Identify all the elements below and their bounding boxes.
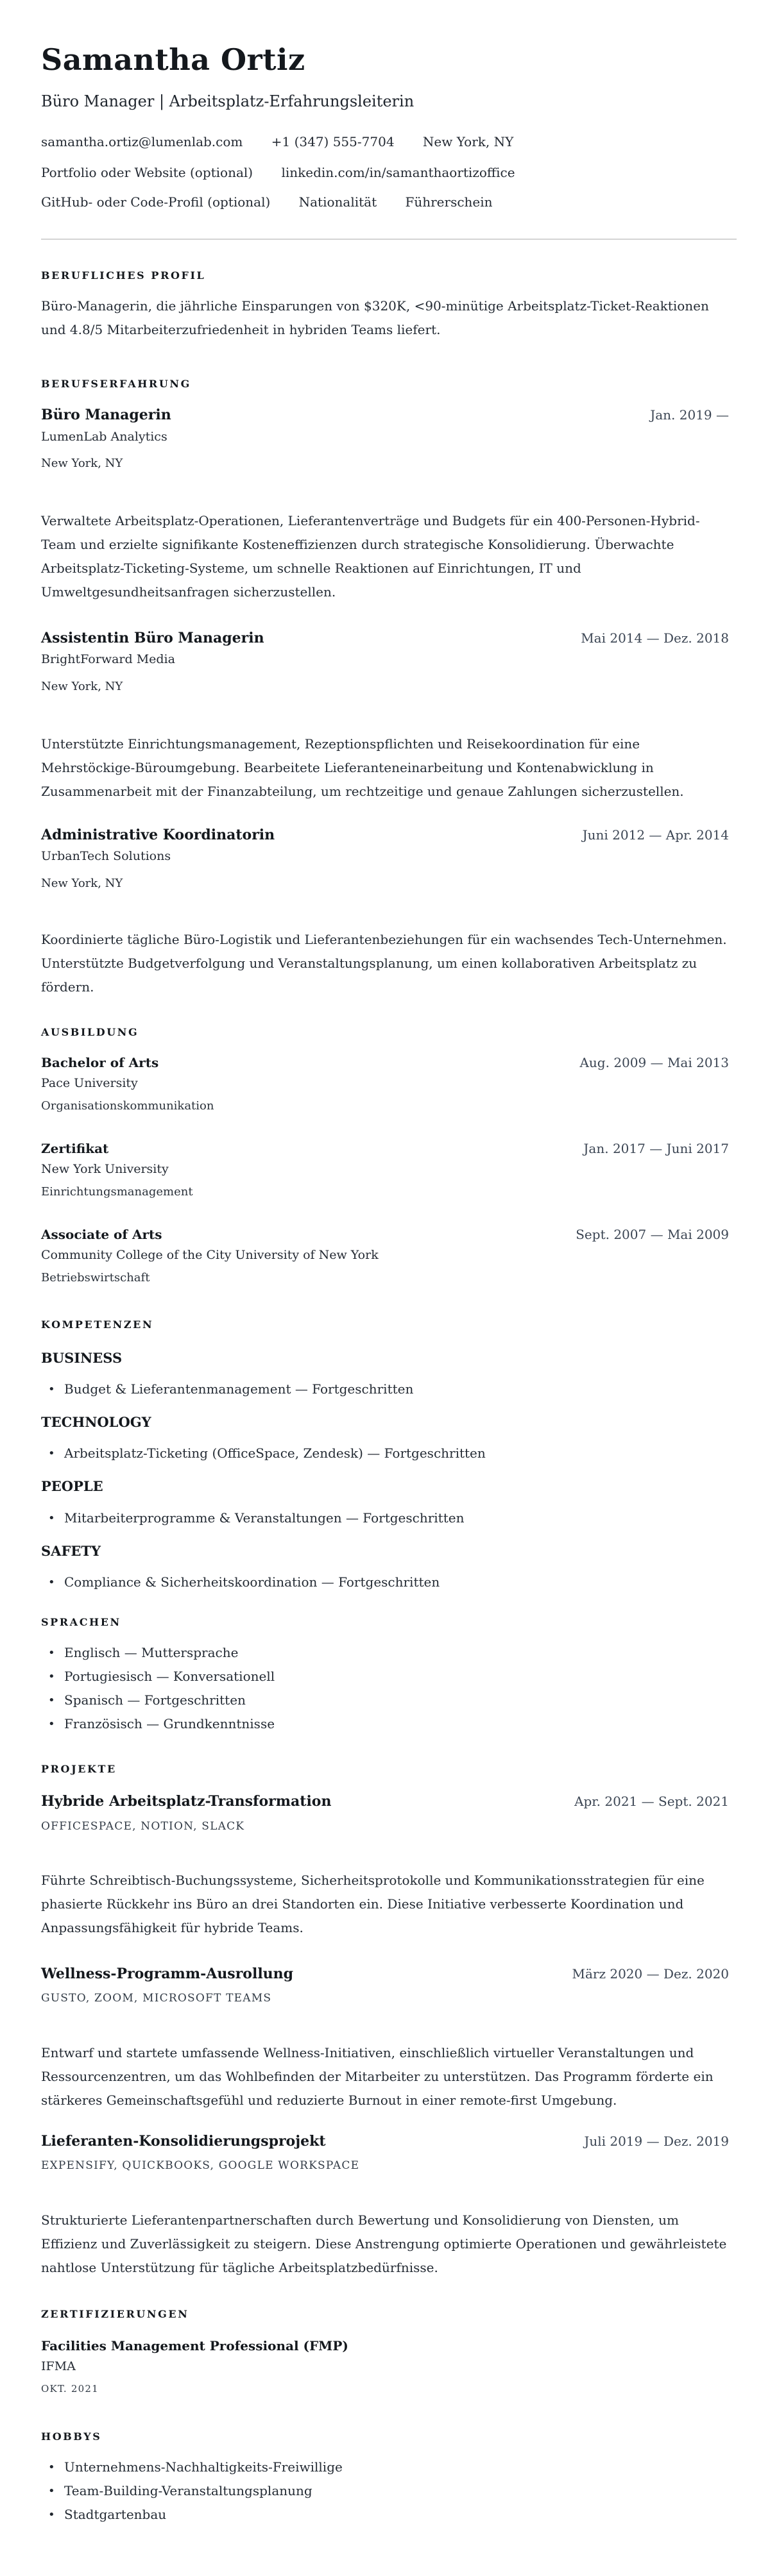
experience-entry-header [41,827,729,843]
education-dates: Sept. 2007 — Mai 2009 [576,1227,729,1243]
contact-portfolio: Portfolio oder Website (optional) [41,164,253,180]
job-location: New York, NY [41,680,123,694]
education-entry-header [41,1141,729,1156]
section-heading-education: AUSBILDUNG [41,1025,139,1038]
project-entry-header [41,1966,729,1982]
education-degree: Associate of Arts [41,1227,162,1243]
education-entry [41,1227,729,1284]
language-item: • Französisch — Grundkenntnisse [41,1712,729,1736]
job-dates: Jan. 2019 — [650,407,729,423]
certification-entry [41,2338,729,2395]
skill-item: • Mitarbeiterprogramme & Veranstaltungen — Fortgeschritten [41,1506,729,1530]
job-title: Administrative Koordinatorin [41,826,275,843]
skill-item: • Compliance & Sicherheitskoordination — Fortgeschritten [41,1570,729,1594]
job-company: BrightForward Media [41,652,175,667]
contact-email: samantha.ortiz@lumenlab.com [41,133,243,149]
language-item: • Englisch — Muttersprache [41,1641,729,1665]
experience-entry [41,827,729,999]
skill-item: • Arbeitsplatz-Ticketing (OfficeSpace, Zendesk) — Fortgeschritten [41,1442,729,1465]
education-field: Einrichtungsmanagement [41,1184,193,1199]
project-entry-header [41,2133,729,2150]
job-title: Assistentin Büro Managerin [41,629,264,646]
education-field: Organisationskommunikation [41,1099,214,1113]
job-description: Koordinierte tägliche Büro-Logistik und Lieferantenbeziehungen für ein wachsendes Tech-Unternehmen. Unterstützte Budgetverfolgung und Veranstaltungsplanung, um einen kollaborativen Arbeitsplatz zu fördern. [41,931,727,995]
project-tools: GUSTO, ZOOM, MICROSOFT TEAMS [41,1992,272,2005]
education-degree: Bachelor of Arts [41,1054,159,1070]
contact-nationality: Nationalität [298,194,377,210]
job-company: LumenLab Analytics [41,429,167,444]
job-location: New York, NY [41,876,123,890]
experience-entry-header [41,407,729,423]
skill-group [41,1414,729,1465]
skill-category-heading: TECHNOLOGY [41,1414,151,1431]
hobby-item: • Unternehmens-Nachhaltigkeits-Freiwillige [41,2455,729,2479]
skill-item: • Budget & Lieferantenmanagement — Fortgeschritten [41,1377,729,1401]
education-entry-header [41,1227,729,1242]
project-tools: OFFICESPACE, NOTION, SLACK [41,1819,245,1833]
hobby-item: • Stadtgartenbau [41,2503,729,2527]
skill-list [41,1570,729,1594]
section-heading-certifications: ZERTIFIZIERUNGEN [41,2307,189,2320]
project-entry [41,1966,729,2112]
project-title: Lieferanten-Konsolidierungsprojekt [41,2132,326,2150]
skill-category-heading: SAFETY [41,1542,101,1559]
project-entry [41,1793,729,1940]
contact-location: New York, NY [422,133,514,149]
project-description: Strukturierte Lieferantenpartnerschaften durch Bewertung und Konsolidierung von Diensten, um Effizienz und Zuverlässigkeit zu steigern. Diese Anstrengung optimierte Operationen und gewährleistete nahtlose Unterstützung für tägliche Arbeitsplatzbedürfnisse. [41,2212,727,2275]
hobby-list [41,2455,729,2527]
skill-list [41,1442,729,1465]
skill-list [41,1377,729,1401]
project-title: Wellness-Programm-Ausrollung [41,1965,294,1982]
contact-row-2 [41,165,729,180]
language-item: • Spanisch — Fortgeschritten [41,1688,729,1712]
job-dates: Juni 2012 — Apr. 2014 [582,827,729,843]
contact-row-3 [41,194,729,210]
job-dates: Mai 2014 — Dez. 2018 [581,630,729,646]
experience-entry-header [41,630,729,646]
section-heading-projects: PROJEKTE [41,1763,117,1775]
education-entry [41,1141,729,1199]
education-school: Pace University [41,1075,138,1090]
project-title: Hybride Arbeitsplatz-Transformation [41,1793,332,1810]
candidate-name: Samantha Ortiz [41,42,305,77]
section-heading-profile: BERUFLICHES PROFIL [41,269,206,282]
education-entry [41,1055,729,1113]
experience-entry [41,630,729,804]
header-divider [41,239,737,240]
skill-group [41,1478,729,1529]
project-entry [41,2133,729,2280]
section-heading-hobbies: HOBBYS [41,2430,102,2443]
education-dates: Jan. 2017 — Juni 2017 [583,1141,729,1157]
language-item: • Portugiesisch — Konversationell [41,1665,729,1688]
profile-summary: Büro-Managerin, die jährliche Einsparungen von $320K, <90-minütige Arbeitsplatz-Ticket-Reaktionen und 4.8/5 Mitarbeiterzufriedenheit in hybriden Teams liefert. [41,298,709,337]
project-description: Führte Schreibtisch-Buchungssysteme, Sicherheitsprotokolle und Kommunikationsstrategien für eine phasierte Rückkehr ins Büro an drei Standorten ein. Diese Initiative verbesserte Koordination und Anpassungsfähigkeit für hybride Teams. [41,1872,705,1935]
job-title: Büro Managerin [41,407,171,424]
contact-drivers-license: Führerschein [405,194,493,210]
skill-category-heading: PEOPLE [41,1478,103,1495]
project-tools: EXPENSIFY, QUICKBOOKS, GOOGLE WORKSPACE [41,2159,360,2173]
section-heading-experience: BERUFSERFAHRUNG [41,377,191,390]
certification-name: Facilities Management Professional (FMP) [41,2337,348,2353]
contact-linkedin: linkedin.com/in/samanthaortizoffice [281,164,515,180]
project-dates: Juli 2019 — Dez. 2019 [584,2133,729,2149]
education-degree: Zertifikat [41,1141,109,1157]
project-dates: März 2020 — Dez. 2020 [572,1966,729,1982]
certification-issuer: IFMA [41,2359,76,2373]
education-entry-header [41,1055,729,1070]
skill-group [41,1543,729,1594]
project-description: Entwarf und startete umfassende Wellness-Initiativen, einschließlich virtueller Veranstaltungen und Ressourcenzentren, um das Wohlbefinden der Mitarbeiter zu unterstützen. Das Programm förderte ein stärkeres Gemeinschaftsgefühl und reduzierte Burnout in einer remote-first Umgebung. [41,2044,714,2108]
certification-date: OKT. 2021 [41,2382,99,2395]
skill-list [41,1506,729,1530]
experience-entry [41,407,729,604]
education-dates: Aug. 2009 — Mai 2013 [579,1054,729,1070]
project-entry-header [41,1793,729,1810]
skill-category-heading: BUSINESS [41,1350,123,1367]
contact-github: GitHub- oder Code-Profil (optional) [41,194,271,210]
job-description: Verwaltete Arbeitsplatz-Operationen, Lieferantenverträge und Budgets für ein 400-Personen-Hybrid-Team und erzielte signifikante Kosteneffizienzen durch strategische Konsolidierung. Überwachte Arbeitsplatz-Ticketing-Systeme, um schnelle Reaktionen auf Einrichtungen, IT und Umweltgesundheitsanfragen sicherzustellen. [41,512,700,600]
education-school: Community College of the City University of New York [41,1248,379,1263]
section-heading-skills: KOMPETENZEN [41,1318,154,1331]
language-list [41,1641,729,1736]
skill-group [41,1350,729,1401]
education-school: New York University [41,1162,169,1177]
contact-phone: +1 (347) 555-7704 [271,133,395,149]
project-dates: Apr. 2021 — Sept. 2021 [574,1794,729,1810]
section-heading-languages: SPRACHEN [41,1615,121,1628]
contact-row-1 [41,134,729,149]
hobby-item: • Team-Building-Veranstaltungsplanung [41,2479,729,2503]
job-company: UrbanTech Solutions [41,849,171,864]
education-field: Betriebswirtschaft [41,1271,150,1285]
job-title-subtitle: Büro Manager | Arbeitsplatz-Erfahrungsleiterin [41,92,415,110]
job-location: New York, NY [41,457,123,471]
job-description: Unterstützte Einrichtungsmanagement, Rezeptionspflichten und Reisekoordination für eine Mehrstöckige-Büroumgebung. Bearbeitete Lieferanteneinarbeitung und Kontenabwicklung in Zusammenarbeit mit der Finanzabteilung, um rechtzeitige und genaue Zahlungen sicherzustellen. [41,736,684,799]
